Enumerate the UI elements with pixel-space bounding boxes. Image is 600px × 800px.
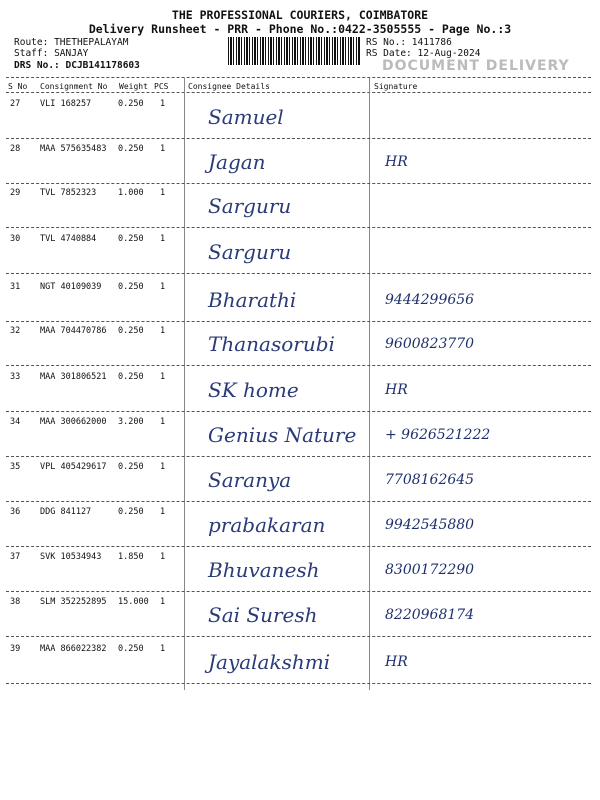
serial-number: 35	[10, 462, 21, 472]
signature-mark: 9942545880	[385, 517, 475, 533]
serial-number: 27	[10, 99, 21, 109]
drs-line	[14, 60, 140, 71]
rs-date-value: 12-Aug-2024	[417, 48, 481, 59]
weight-value: 0.250	[118, 234, 144, 244]
barcode	[228, 37, 360, 65]
consignment-number: SVK 10534943	[40, 552, 102, 562]
rs-no-label: RS No.:	[366, 37, 407, 48]
row-divider	[6, 365, 591, 366]
col-weight: Weight	[119, 82, 148, 91]
header-divider-top	[6, 77, 591, 78]
row-divider	[6, 456, 591, 457]
signature-mark: + 9626521222	[385, 427, 491, 443]
row-divider	[6, 227, 591, 228]
consignment-number: SLM 352252895	[40, 597, 107, 607]
consignment-number: TVL 4740884	[40, 234, 97, 244]
row-divider	[6, 321, 591, 322]
consignment-number: MAA 704470786	[40, 326, 107, 336]
row-divider	[6, 546, 591, 547]
runsheet-subtitle: Delivery Runsheet - PRR - Phone No.:0422-3505555 - Page No.:3	[88, 22, 512, 36]
weight-value: 0.250	[118, 99, 144, 109]
serial-number: 38	[10, 597, 21, 607]
pieces-count: 1	[160, 597, 166, 607]
header-divider-bottom	[6, 92, 591, 93]
route-value: THETHEPALAYAM	[54, 37, 129, 48]
serial-number: 30	[10, 234, 21, 244]
serial-number: 33	[10, 372, 21, 382]
consignee-name: Thanasorubi	[208, 332, 335, 356]
consignment-number: MAA 301806521	[40, 372, 107, 382]
weight-value: 0.250	[118, 644, 144, 654]
document-delivery-stamp: DOCUMENT DELIVERY	[382, 58, 570, 74]
consignment-number: MAA 866022382	[40, 644, 107, 654]
consignment-number: TVL 7852323	[40, 188, 97, 198]
pieces-count: 1	[160, 507, 166, 517]
serial-number: 34	[10, 417, 21, 427]
col-signature: Signature	[374, 82, 418, 91]
row-divider	[6, 273, 591, 274]
weight-value: 0.250	[118, 372, 144, 382]
pieces-count: 1	[160, 188, 166, 198]
consignee-name: Sai Suresh	[208, 603, 318, 627]
staff-label: Staff:	[14, 48, 49, 59]
col-consignee: Consignee Details	[188, 82, 270, 91]
serial-number: 37	[10, 552, 21, 562]
weight-value: 3.200	[118, 417, 144, 427]
drs-label: DRS No.:	[14, 60, 60, 71]
consignment-number: MAA 575635483	[40, 144, 107, 154]
serial-number: 32	[10, 326, 21, 336]
pieces-count: 1	[160, 99, 166, 109]
signature-mark: HR	[385, 382, 408, 398]
staff-line	[14, 48, 88, 59]
col-sno: S No	[8, 82, 28, 91]
consignment-number: VPL 405429617	[40, 462, 107, 472]
serial-number: 29	[10, 188, 21, 198]
consignee-name: SK home	[208, 378, 299, 402]
consignment-number: VLI 168257	[40, 99, 92, 109]
row-divider	[6, 501, 591, 502]
pieces-count: 1	[160, 462, 166, 472]
rs-no-value: 1411786	[411, 37, 452, 48]
serial-number: 36	[10, 507, 21, 517]
signature-mark: HR	[385, 654, 408, 670]
consignee-name: Jagan	[208, 150, 266, 174]
drs-value: DCJB141178603	[65, 60, 140, 71]
rs-no-line	[366, 37, 452, 48]
consignee-name: prabakaran	[208, 513, 326, 537]
column-divider	[369, 78, 370, 690]
consignment-number: MAA 300662000	[40, 417, 107, 427]
row-divider	[6, 411, 591, 412]
consignee-name: Sarguru	[208, 240, 292, 264]
signature-mark: 8300172290	[385, 562, 475, 578]
pieces-count: 1	[160, 144, 166, 154]
row-divider	[6, 183, 591, 184]
weight-value: 0.250	[118, 144, 144, 154]
consignment-number: NGT 40109039	[40, 282, 102, 292]
consignee-name: Bhuvanesh	[208, 558, 320, 582]
consignee-name: Saranya	[208, 468, 292, 492]
weight-value: 1.000	[118, 188, 144, 198]
signature-mark: 7708162645	[385, 472, 475, 488]
consignee-name: Samuel	[208, 105, 284, 129]
consignment-number: DDG 841127	[40, 507, 92, 517]
signature-mark: 9444299656	[385, 292, 475, 308]
weight-value: 15.000	[118, 597, 149, 607]
consignee-name: Bharathi	[208, 288, 297, 312]
route-label: Route:	[14, 37, 49, 48]
row-divider	[6, 683, 591, 684]
serial-number: 28	[10, 144, 21, 154]
pieces-count: 1	[160, 552, 166, 562]
rs-date-label: RS Date:	[366, 48, 412, 59]
route-line	[14, 37, 128, 48]
column-divider	[184, 78, 185, 690]
consignee-name: Genius Nature	[208, 423, 357, 447]
weight-value: 1.850	[118, 552, 144, 562]
pieces-count: 1	[160, 282, 166, 292]
row-divider	[6, 138, 591, 139]
serial-number: 39	[10, 644, 21, 654]
consignee-name: Sarguru	[208, 194, 292, 218]
pieces-count: 1	[160, 372, 166, 382]
pieces-count: 1	[160, 644, 166, 654]
serial-number: 31	[10, 282, 21, 292]
consignee-name: Jayalakshmi	[208, 650, 331, 674]
staff-value: SANJAY	[54, 48, 89, 59]
pieces-count: 1	[160, 417, 166, 427]
weight-value: 0.250	[118, 507, 144, 517]
weight-value: 0.250	[118, 282, 144, 292]
row-divider	[6, 591, 591, 592]
signature-mark: HR	[385, 154, 408, 170]
signature-mark: 8220968174	[385, 607, 475, 623]
company-title: THE PROFESSIONAL COURIERS, COIMBATORE	[171, 8, 429, 22]
signature-mark: 9600823770	[385, 336, 475, 352]
pieces-count: 1	[160, 326, 166, 336]
col-consignment: Consignment No	[40, 82, 108, 91]
weight-value: 0.250	[118, 462, 144, 472]
weight-value: 0.250	[118, 326, 144, 336]
pieces-count: 1	[160, 234, 166, 244]
col-pcs: PCS	[154, 82, 169, 91]
row-divider	[6, 636, 591, 637]
